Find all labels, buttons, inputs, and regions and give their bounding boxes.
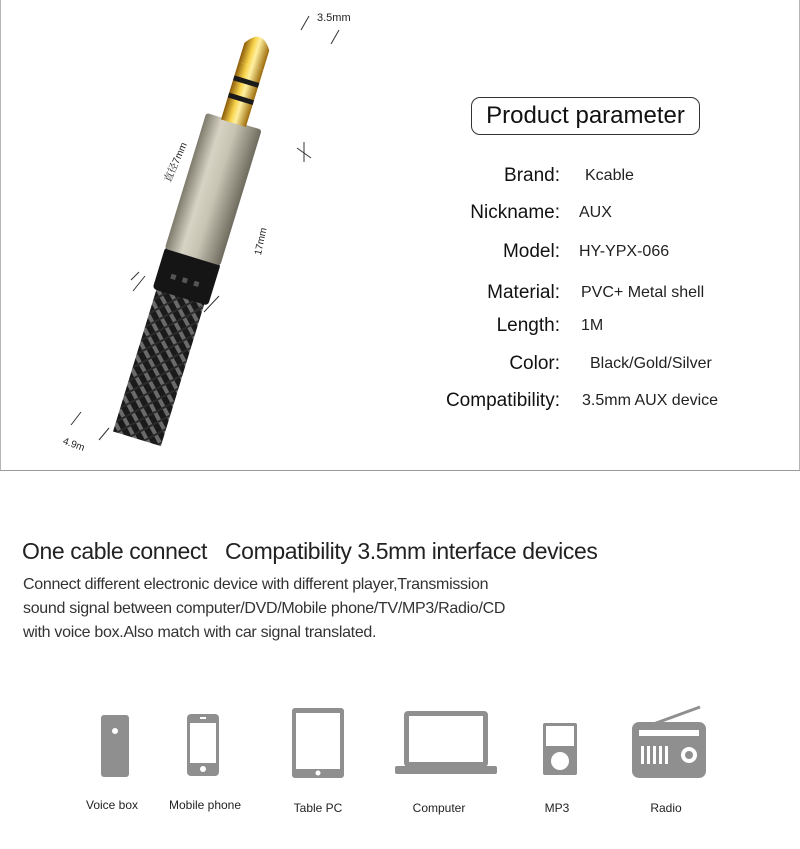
color-key: Color:	[509, 353, 560, 374]
compatibility-value: 3.5mm AUX device	[582, 392, 719, 409]
gold-plug	[221, 62, 263, 127]
length-key: Length:	[496, 315, 560, 336]
diameter-dimension-label: 直径7mm	[162, 141, 190, 185]
length-dimension-label: 17mm	[253, 226, 270, 257]
nickname-key: Nickname:	[470, 202, 560, 223]
brand-key: Brand:	[504, 165, 560, 186]
cable-dimension-label: 4.9m	[61, 436, 86, 454]
radio-icon	[630, 704, 708, 780]
brand-value: Kcable	[585, 167, 634, 184]
tip-dimension-label: 3.5mm	[317, 12, 351, 24]
device-label-mobile-phone: Mobile phone	[168, 798, 242, 812]
braided-cable	[113, 288, 205, 446]
length-value: 1M	[581, 317, 604, 334]
model-value: HY-YPX-066	[579, 243, 670, 260]
device-label-table-pc: Table PC	[293, 801, 343, 815]
device-label-voice-box: Voice box	[85, 798, 139, 812]
device-label-radio: Radio	[650, 801, 682, 815]
tablet-icon	[291, 707, 345, 779]
voice-box-icon	[100, 714, 130, 778]
description-line-2: sound signal between computer/DVD/Mobile phone/TV/MP3/Radio/CD	[23, 600, 506, 617]
color-value: Black/Gold/Silver	[590, 355, 712, 372]
mobile-phone-icon	[186, 713, 220, 777]
material-value: PVC+ Metal shell	[581, 284, 705, 301]
model-key: Model:	[502, 241, 560, 262]
description-line-3: with voice box.Also match with car signal translated.	[23, 624, 377, 641]
material-key: Material:	[487, 282, 560, 303]
device-label-computer: Computer	[412, 801, 466, 815]
nickname-value: AUX	[579, 204, 612, 221]
mp3-player-icon	[542, 722, 578, 776]
description-line-1: Connect different electronic device with different player,Transmission	[23, 576, 489, 593]
device-label-mp3: MP3	[544, 801, 570, 815]
product-parameter-title: Product parameter	[471, 97, 700, 135]
audio-jack-illustration	[1, 0, 441, 470]
metal-shell	[165, 113, 262, 266]
laptop-icon	[394, 710, 498, 776]
compatibility-key: Compatibility:	[445, 390, 560, 411]
section-headline: One cable connect Compatibility 3.5mm interface devices	[22, 538, 598, 564]
